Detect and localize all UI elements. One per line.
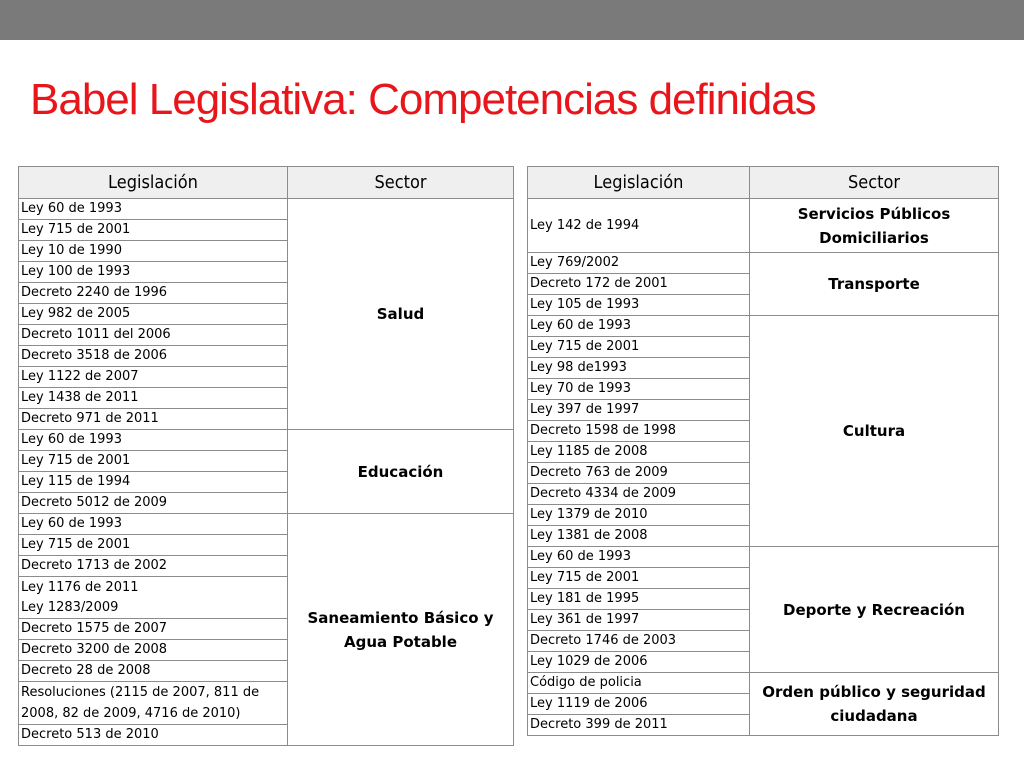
legislation-cell: Resoluciones (2115 de 2007, 811 de 2008, 82 de 2009, 4716 de 2010) — [19, 682, 288, 725]
legislation-cell: Decreto 3518 de 2006 — [19, 346, 288, 367]
legislation-cell: Ley 1122 de 2007 — [19, 367, 288, 388]
table-row — [19, 199, 514, 220]
legislation-cell: Ley 60 de 1993 — [19, 514, 288, 535]
legislation-cell: Ley 60 de 1993 — [19, 430, 288, 451]
legislation-cell: Decreto 4334 de 2009 — [528, 484, 750, 505]
sector-cell: Deporte y Recreación — [750, 547, 999, 673]
sector-cell: Cultura — [750, 316, 999, 547]
sector-cell: Salud — [288, 199, 514, 430]
table-row — [528, 199, 999, 253]
slide-title: Babel Legislativa: Competencias definidas — [30, 75, 816, 124]
legislation-cell: Decreto 28 de 2008 — [19, 661, 288, 682]
legislation-cell: Ley 1381 de 2008 — [528, 526, 750, 547]
legislation-cell: Ley 769/2002 — [528, 253, 750, 274]
legislation-cell: Ley 361 de 1997 — [528, 610, 750, 631]
legislation-cell — [19, 577, 288, 619]
legislation-cell: Ley 98 de1993 — [528, 358, 750, 379]
sector-cell: Orden público y seguridad ciudadana — [750, 673, 999, 736]
legislation-cell: Ley 60 de 1993 — [19, 199, 288, 220]
sector-cell: Transporte — [750, 253, 999, 316]
legislation-cell: Decreto 1598 de 1998 — [528, 421, 750, 442]
legislation-cell: Decreto 1575 de 2007 — [19, 619, 288, 640]
legislation-table-left — [18, 166, 514, 746]
legislation-cell: Ley 10 de 1990 — [19, 241, 288, 262]
legislation-cell: Decreto 1011 del 2006 — [19, 325, 288, 346]
legislation-cell: Ley 397 de 1997 — [528, 400, 750, 421]
legislation-cell: Ley 715 de 2001 — [528, 568, 750, 589]
sector-cell: Saneamiento Básico y Agua Potable — [288, 514, 514, 746]
legislation-cell: Ley 105 de 1993 — [528, 295, 750, 316]
legislation-line: Ley 1283/2009 — [21, 599, 119, 615]
legislation-cell: Ley 715 de 2001 — [528, 337, 750, 358]
header-legislation: Legislación — [19, 167, 288, 199]
table-row — [528, 673, 999, 694]
legislation-cell: Ley 1438 de 2011 — [19, 388, 288, 409]
legislation-cell: Código de policia — [528, 673, 750, 694]
table-row — [19, 430, 514, 451]
legislation-cell: Ley 1185 de 2008 — [528, 442, 750, 463]
legislation-cell: Ley 60 de 1993 — [528, 316, 750, 337]
legislation-cell: Decreto 3200 de 2008 — [19, 640, 288, 661]
legislation-cell: Decreto 763 de 2009 — [528, 463, 750, 484]
legislation-cell: Ley 142 de 1994 — [528, 199, 750, 253]
legislation-cell: Decreto 971 de 2011 — [19, 409, 288, 430]
legislation-cell: Ley 715 de 2001 — [19, 451, 288, 472]
top-bar — [0, 0, 1024, 40]
legislation-cell: Ley 715 de 2001 — [19, 220, 288, 241]
legislation-cell: Decreto 513 de 2010 — [19, 725, 288, 746]
legislation-cell: Decreto 5012 de 2009 — [19, 493, 288, 514]
legislation-cell: Ley 1029 de 2006 — [528, 652, 750, 673]
header-sector: Sector — [288, 167, 514, 199]
legislation-cell: Ley 1379 de 2010 — [528, 505, 750, 526]
legislation-cell: Decreto 2240 de 1996 — [19, 283, 288, 304]
legislation-cell: Ley 1119 de 2006 — [528, 694, 750, 715]
header-sector: Sector — [750, 167, 999, 199]
table-row — [528, 547, 999, 568]
legislation-cell: Ley 181 de 1995 — [528, 589, 750, 610]
legislation-cell: Ley 982 de 2005 — [19, 304, 288, 325]
legislation-cell: Decreto 172 de 2001 — [528, 274, 750, 295]
legislation-cell: Ley 115 de 1994 — [19, 472, 288, 493]
sector-cell: Servicios Públicos Domiciliarios — [750, 199, 999, 253]
legislation-cell: Decreto 1713 de 2002 — [19, 556, 288, 577]
legislation-cell: Ley 715 de 2001 — [19, 535, 288, 556]
sector-cell: Educación — [288, 430, 514, 514]
legislation-cell: Ley 100 de 1993 — [19, 262, 288, 283]
header-legislation: Legislación — [528, 167, 750, 199]
table-row — [528, 316, 999, 337]
legislation-cell: Decreto 1746 de 2003 — [528, 631, 750, 652]
legislation-cell: Decreto 399 de 2011 — [528, 715, 750, 736]
legislation-line: Ley 1176 de 2011 — [21, 579, 139, 595]
legislation-cell: Ley 60 de 1993 — [528, 547, 750, 568]
legislation-table-right — [527, 166, 999, 736]
table-row — [19, 514, 514, 535]
table-row — [528, 253, 999, 274]
legislation-cell: Ley 70 de 1993 — [528, 379, 750, 400]
